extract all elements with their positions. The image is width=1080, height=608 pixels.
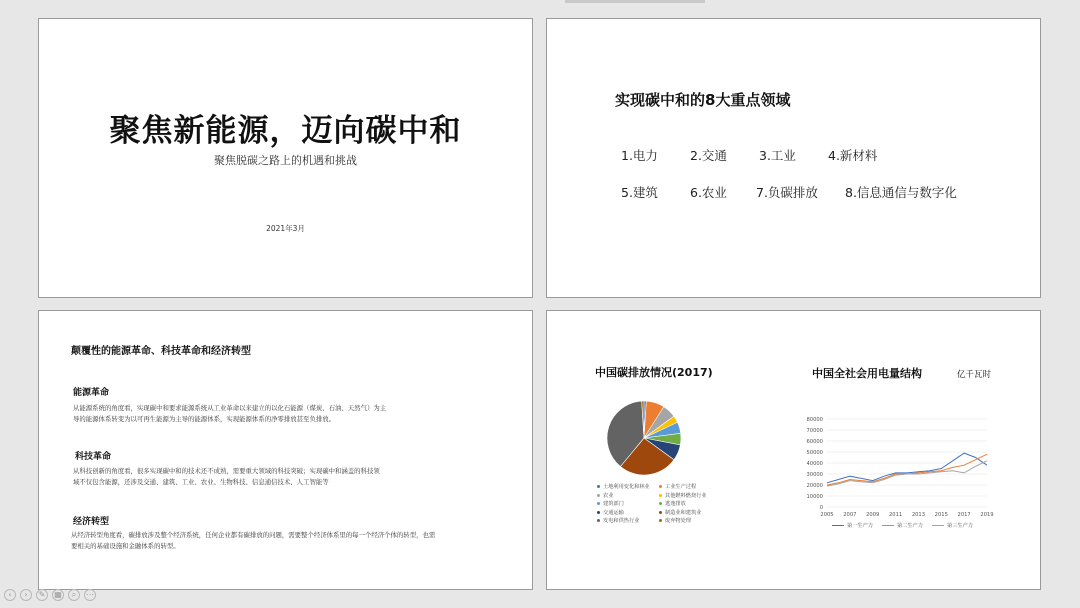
more-options-icon[interactable]: ⋯ — [86, 590, 94, 599]
x-tick-label: 2015 — [934, 512, 948, 518]
zoom-icon[interactable]: ⌕ — [68, 589, 80, 601]
legend-swatch — [659, 502, 662, 505]
pie-legend-item — [597, 483, 650, 490]
legend-swatch — [832, 525, 844, 527]
section-body: 从科技创新的角度看，很多实现碳中和的技术还不成熟，需要重大领域的科技突破；实现碳中和涵盖的科技领域不仅包含能源，还涉及交通、建筑、工业、农业、生物科技、信息通信技术、人工智能等 — [73, 467, 380, 486]
focus-area-item: 2.交通 — [690, 148, 727, 163]
legend-label: 逃逸排放 — [665, 501, 686, 508]
legend-swatch — [597, 485, 600, 488]
focus-area-item: 1.电力 — [621, 148, 658, 163]
pie-chart — [607, 395, 717, 481]
legend-label: 废弃物处理 — [665, 518, 691, 525]
y-tick-label: 80000 — [806, 416, 823, 423]
slide-subtitle: 聚焦脱碳之路上的机遇和挑战 — [214, 154, 357, 167]
legend-label: 第一生产力 — [847, 523, 873, 529]
pie-legend-item — [659, 483, 696, 490]
focus-area-item: 3.工业 — [759, 148, 796, 163]
legend-swatch — [597, 502, 600, 505]
slides-grid-icon[interactable]: ▦ — [52, 589, 64, 601]
legend-swatch — [882, 525, 894, 527]
pen-icon[interactable]: ✎ — [36, 589, 48, 601]
legend-swatch — [597, 519, 600, 522]
focus-area-item: 7.负碳排放 — [756, 185, 818, 200]
pie-legend-item — [659, 492, 707, 499]
y-tick-label: 0 — [819, 504, 823, 511]
legend-label: 农业 — [603, 492, 614, 499]
y-tick-label: 10000 — [806, 493, 823, 500]
y-tick-label: 30000 — [806, 471, 823, 478]
x-tick-label: 2007 — [843, 512, 857, 518]
section-body: 从经济转型角度看，碳排放涉及整个经济系统，任何企业都有碳排放的问题，需要整个经济体系里的每一个经济个体的转型，也需要相关的基础设施和金融体系的转型。 — [71, 531, 436, 550]
slide-2-thumbnail[interactable] — [546, 18, 1041, 298]
focus-area-item: 8.信息通信与数字化 — [845, 185, 957, 200]
section-body: 从能源系统的角度看，实现碳中和要求能源系统从工业革命以来建立的以化石能源（煤炭、石油、天然气）为主导的能源体系转变为以可再生能源为主导的能源体系，实现能源体系的净零排放甚至负排放。 — [73, 404, 387, 423]
pie-legend-item — [659, 500, 686, 507]
y-tick-label: 40000 — [806, 460, 823, 467]
top-scroll-indicator — [565, 0, 705, 3]
legend-label: 第二生产力 — [897, 523, 923, 529]
line-legend-item — [932, 522, 973, 529]
section-heading: 科技革命 — [75, 452, 112, 462]
x-tick-label: 2011 — [888, 512, 903, 518]
section-heading: 经济转型 — [73, 517, 110, 527]
legend-swatch — [659, 519, 662, 522]
legend-label: 土地利用变化和林业 — [603, 484, 650, 490]
x-tick-label: 2013 — [911, 512, 926, 518]
line-legend-item — [882, 522, 923, 529]
y-tick-label: 70000 — [806, 427, 823, 434]
legend-swatch — [597, 511, 600, 514]
pie-legend-item — [659, 517, 691, 524]
x-tick-label: 2017 — [957, 512, 971, 518]
x-tick-label: 2005 — [820, 512, 834, 518]
y-tick-label: 50000 — [806, 449, 823, 456]
pie-legend-item — [597, 500, 624, 507]
legend-label: 交通运输 — [603, 509, 624, 516]
next-icon[interactable]: › — [20, 589, 32, 601]
series-line — [827, 461, 987, 486]
slide-3-thumbnail[interactable] — [38, 310, 533, 590]
legend-swatch — [932, 525, 944, 527]
slide-title: 实现碳中和的8大重点领域 — [615, 91, 791, 109]
legend-label: 第三生产力 — [947, 523, 973, 529]
x-tick-label: 2009 — [866, 512, 880, 518]
pie-legend-item — [597, 509, 624, 516]
slide-title: 颠覆性的能源革命、科技革命和经济转型 — [71, 346, 251, 357]
pie-legend-item — [597, 492, 613, 499]
y-tick-label: 60000 — [806, 438, 823, 445]
slide-date: 2021年3月 — [266, 224, 305, 233]
legend-label: 其他燃料燃烧行业 — [665, 492, 707, 499]
legend-label: 发电和供热行业 — [603, 518, 640, 525]
series-line — [827, 453, 987, 483]
slide-title: 聚焦新能源，迈向碳中和 — [109, 113, 462, 149]
x-tick-label: 2019 — [980, 512, 994, 518]
focus-area-item: 5.建筑 — [621, 185, 658, 200]
y-tick-label: 20000 — [806, 482, 823, 489]
line-chart — [787, 411, 997, 521]
legend-swatch — [659, 494, 662, 497]
previous-icon[interactable]: ‹ — [4, 589, 16, 601]
legend-swatch — [659, 485, 662, 488]
line-legend-item — [832, 522, 873, 529]
legend-label: 工业生产过程 — [665, 484, 697, 490]
focus-area-item: 4.新材料 — [828, 148, 878, 163]
legend-label: 制造业和建筑业 — [665, 509, 702, 516]
legend-swatch — [659, 511, 662, 514]
focus-area-item: 6.农业 — [690, 185, 727, 200]
slide-1-thumbnail[interactable] — [38, 18, 533, 298]
legend-swatch — [597, 494, 600, 497]
slide-4-thumbnail[interactable] — [546, 310, 1041, 590]
section-heading: 能源革命 — [73, 388, 110, 398]
pie-chart-title: 中国碳排放情况(2017) — [595, 366, 713, 379]
legend-label: 建筑部门 — [603, 501, 624, 508]
pie-legend-item — [659, 509, 701, 516]
line-chart-unit: 亿千瓦时 — [957, 370, 992, 380]
line-chart-title: 中国全社会用电量结构 — [812, 367, 922, 380]
pie-legend-item — [597, 517, 639, 524]
